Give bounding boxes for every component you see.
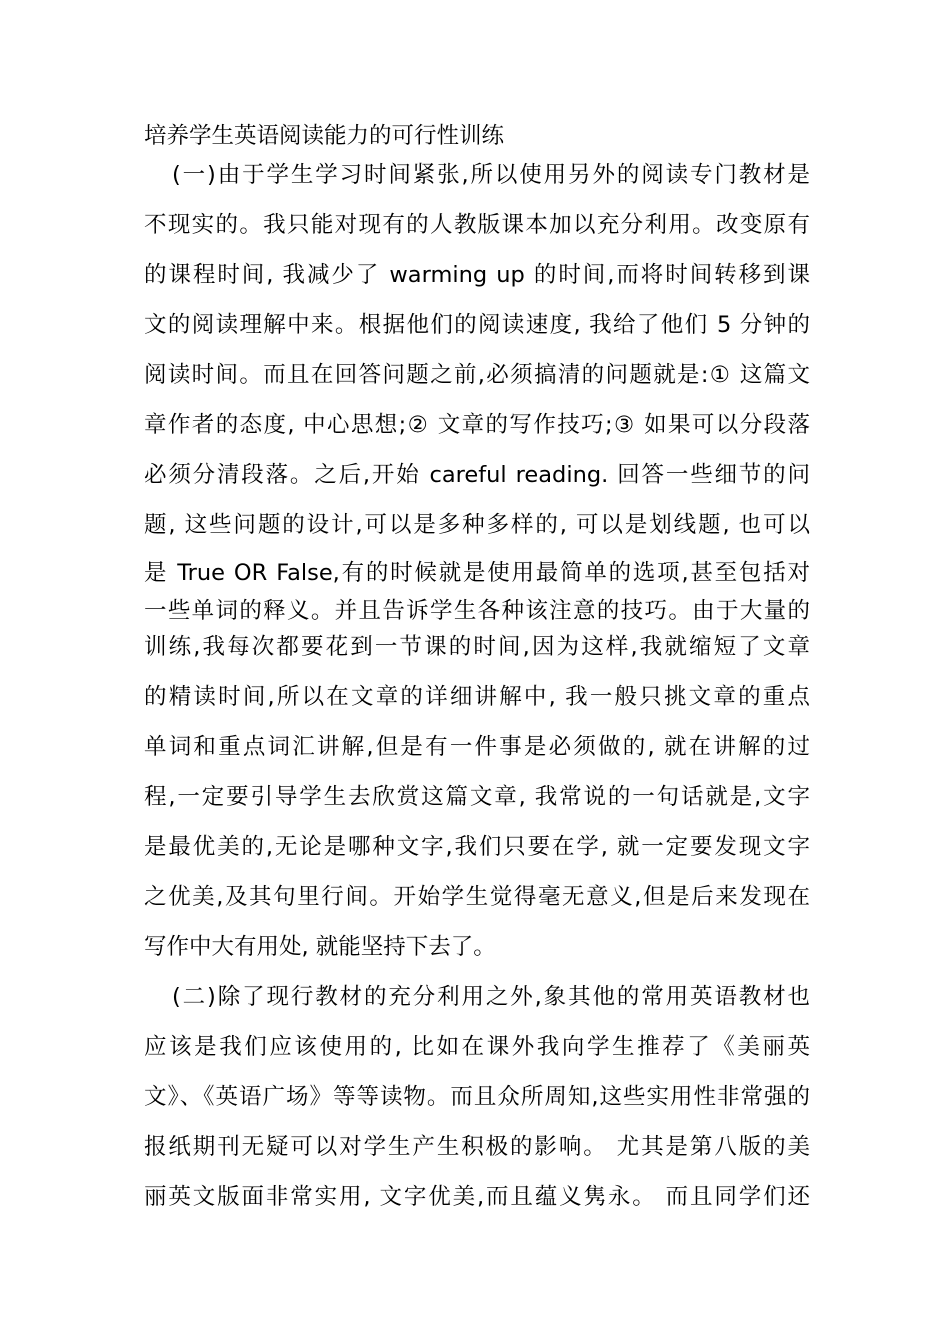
paragraph-1-line-3: 的课程时间, 我减少了 warming up 的时间,而将时间转移到课 — [144, 262, 810, 288]
paragraph-1-line-5: 阅读时间。而且在回答问题之前,必须搞清的问题就是:① 这篇文 — [144, 362, 810, 388]
paragraph-2-line-1: (二)除了现行教材的充分利用之外,象其他的常用英语教材也 — [172, 984, 810, 1010]
paragraph-1-line-4: 文的阅读理解中来。根据他们的阅读速度, 我给了他们 5 分钟的 — [144, 312, 810, 338]
paragraph-2-line-4: 报纸期刊无疑可以对学生产生积极的影响。 尤其是第八版的美 — [144, 1134, 810, 1160]
paragraph-1-line-2: 不现实的。我只能对现有的人教版课本加以充分利用。改变原有 — [144, 212, 810, 238]
paragraph-2-line-2: 应该是我们应该使用的, 比如在课外我向学生推荐了《美丽英 — [144, 1034, 810, 1060]
paragraph-1-line-12: 的精读时间,所以在文章的详细讲解中, 我一般只挑文章的重点 — [144, 684, 810, 710]
paragraph-1-line-9: 是 True OR False,有的时候就是使用最简单的选项,甚至包括对 — [144, 560, 810, 586]
paragraph-1-line-6: 章作者的态度, 中心思想;② 文章的写作技巧;③ 如果可以分段落 — [144, 412, 810, 438]
paragraph-1-line-7: 必须分清段落。之后,开始 careful reading. 回答一些细节的问 — [144, 462, 810, 488]
paragraph-1-line-1: (一)由于学生学习时间紧张,所以使用另外的阅读专门教材是 — [172, 162, 810, 188]
paragraph-1-line-11: 训练,我每次都要花到一节课的时间,因为这样,我就缩短了文章 — [144, 634, 810, 660]
paragraph-1-line-15: 是最优美的,无论是哪种文字,我们只要在学, 就一定要发现文字 — [144, 834, 810, 860]
paragraph-2-line-3: 文》、《英语广场》等等读物。而且众所周知,这些实用性非常强的 — [144, 1084, 810, 1110]
paragraph-1-line-8: 题, 这些问题的设计,可以是多种多样的, 可以是划线题, 也可以 — [144, 512, 810, 538]
paragraph-2-line-5: 丽英文版面非常实用, 文字优美,而且蕴义隽永。 而且同学们还 — [144, 1184, 810, 1210]
document-title: 培养学生英语阅读能力的可行性训练 — [144, 123, 505, 149]
paragraph-1-line-14: 程,一定要引导学生去欣赏这篇文章, 我常说的一句话就是,文字 — [144, 784, 810, 810]
paragraph-1-line-17: 写作中大有用处, 就能坚持下去了。 — [144, 934, 496, 960]
paragraph-1-line-13: 单词和重点词汇讲解,但是有一件事是必须做的, 就在讲解的过 — [144, 734, 810, 760]
paragraph-1-line-16: 之优美,及其句里行间。开始学生觉得毫无意义,但是后来发现在 — [144, 884, 810, 910]
paragraph-1-line-10: 一些单词的释义。并且告诉学生各种该注意的技巧。由于大量的 — [144, 598, 810, 624]
